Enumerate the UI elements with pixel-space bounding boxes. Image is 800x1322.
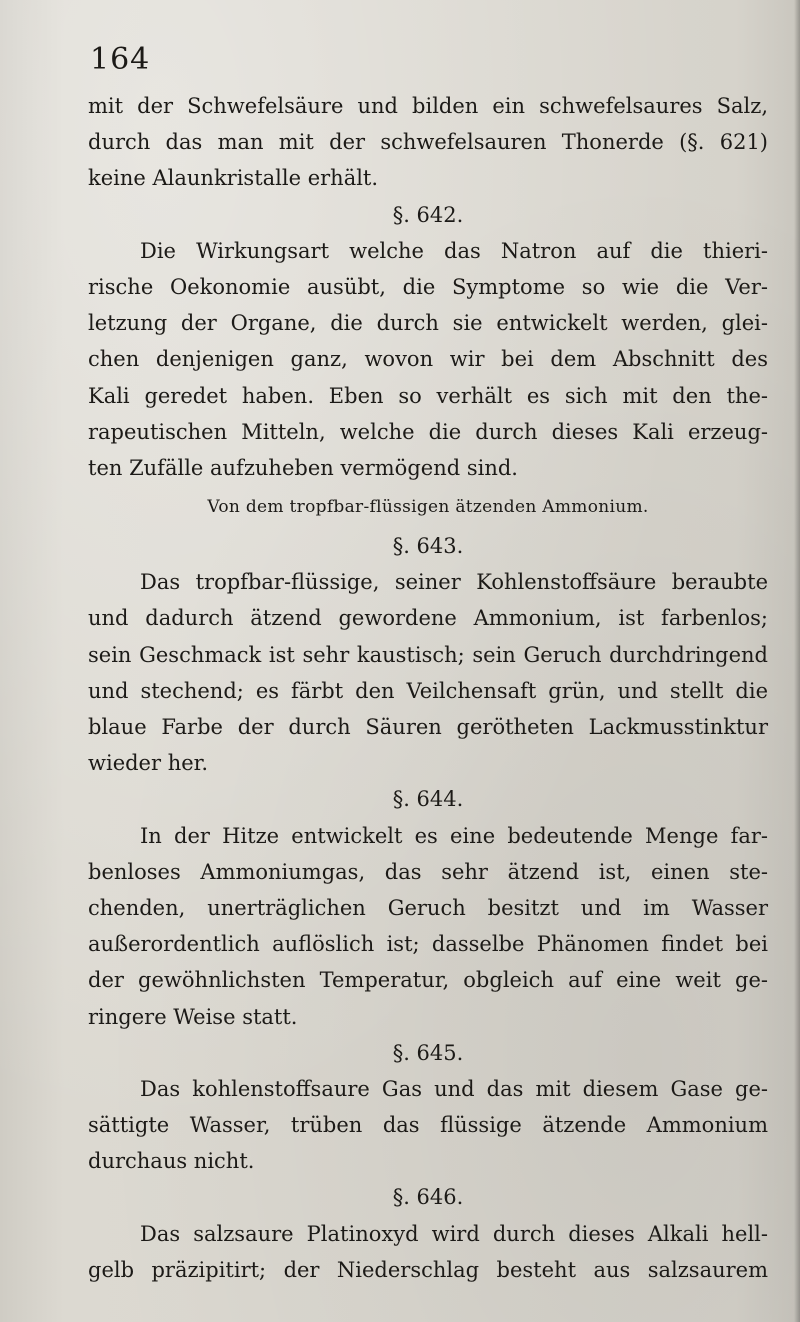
section-number: §. 642.	[392, 202, 464, 227]
text-line: durchaus nicht.	[88, 1149, 255, 1174]
chapter-heading: Von dem tropfbar-flüssigen ätzenden Ammonium.	[207, 497, 649, 518]
text-line: keine Alaunkristalle erhält.	[88, 166, 379, 191]
text-line: ringere Weise statt.	[88, 1004, 298, 1029]
section-number: §. 644.	[392, 787, 464, 812]
text-line: und stechend; es färbt den Veilchensaft grün, und stellt die	[88, 678, 768, 703]
text-line: benloses Ammoniumgas, das sehr ätzend ist, einen ste-	[88, 859, 768, 884]
text-line: Das kohlenstoffsaure Gas und das mit diesem Gase ge-	[140, 1076, 768, 1101]
text-line: der gewöhnlichsten Temperatur, obgleich auf eine weit ge-	[88, 968, 768, 993]
paragraph	[88, 1071, 768, 1180]
text-line: rische Oekonomie ausübt, die Symptome so wie die Ver-	[88, 274, 768, 299]
paragraph	[88, 564, 768, 781]
section-number: §. 645.	[392, 1040, 464, 1065]
text-line: sein Geschmack ist sehr kaustisch; sein Geruch durchdringend	[88, 642, 768, 667]
text-line: Das tropfbar-flüssige, seiner Kohlenstoffsäure beraubte	[140, 570, 768, 595]
text-line: letzung der Organe, die durch sie entwickelt werden, glei-	[88, 311, 768, 336]
text-line: ten Zufälle aufzuheben vermögend sind.	[88, 455, 518, 480]
text-line: In der Hitze entwickelt es eine bedeutende Menge far-	[140, 823, 768, 848]
text-line: durch das man mit der schwefelsauren Thonerde (§. 621)	[88, 130, 768, 155]
text-line: Die Wirkungsart welche das Natron auf die thieri-	[140, 238, 768, 263]
text-line: rapeutischen Mitteln, welche die durch dieses Kali erzeug-	[88, 419, 768, 444]
text-line: gelb präzipitirt; der Niederschlag besteht aus salzsaurem	[88, 1257, 768, 1282]
page-text	[88, 88, 768, 1288]
text-line: wieder her.	[88, 751, 209, 776]
text-line: Das salzsaure Platinoxyd wird durch dieses Alkali hell-	[140, 1221, 768, 1246]
paragraph	[88, 88, 768, 197]
paragraph	[88, 1216, 768, 1288]
text-line: Kali geredet haben. Eben so verhält es sich mit den the-	[88, 383, 768, 408]
section-number: §. 646.	[392, 1185, 464, 1210]
text-line: und dadurch ätzend gewordene Ammonium, ist farbenlos;	[88, 606, 768, 631]
text-line: chen denjenigen ganz, wovon wir bei dem Abschnitt des	[88, 347, 768, 372]
text-line: chenden, unerträglichen Geruch besitzt und im Wasser	[88, 895, 768, 920]
text-line: sättigte Wasser, trüben das flüssige ätzende Ammonium	[88, 1113, 768, 1138]
page-number: 164	[90, 42, 151, 77]
text-line: außerordentlich auflöslich ist; dasselbe Phänomen findet bei	[88, 932, 768, 957]
text-line: mit der Schwefelsäure und bilden ein schwefelsaures Salz,	[88, 94, 768, 118]
paragraph	[88, 233, 768, 486]
paragraph	[88, 818, 768, 1035]
text-line: blaue Farbe der durch Säuren gerötheten Lackmusstinktur	[88, 715, 768, 739]
section-number: §. 643.	[392, 534, 464, 559]
